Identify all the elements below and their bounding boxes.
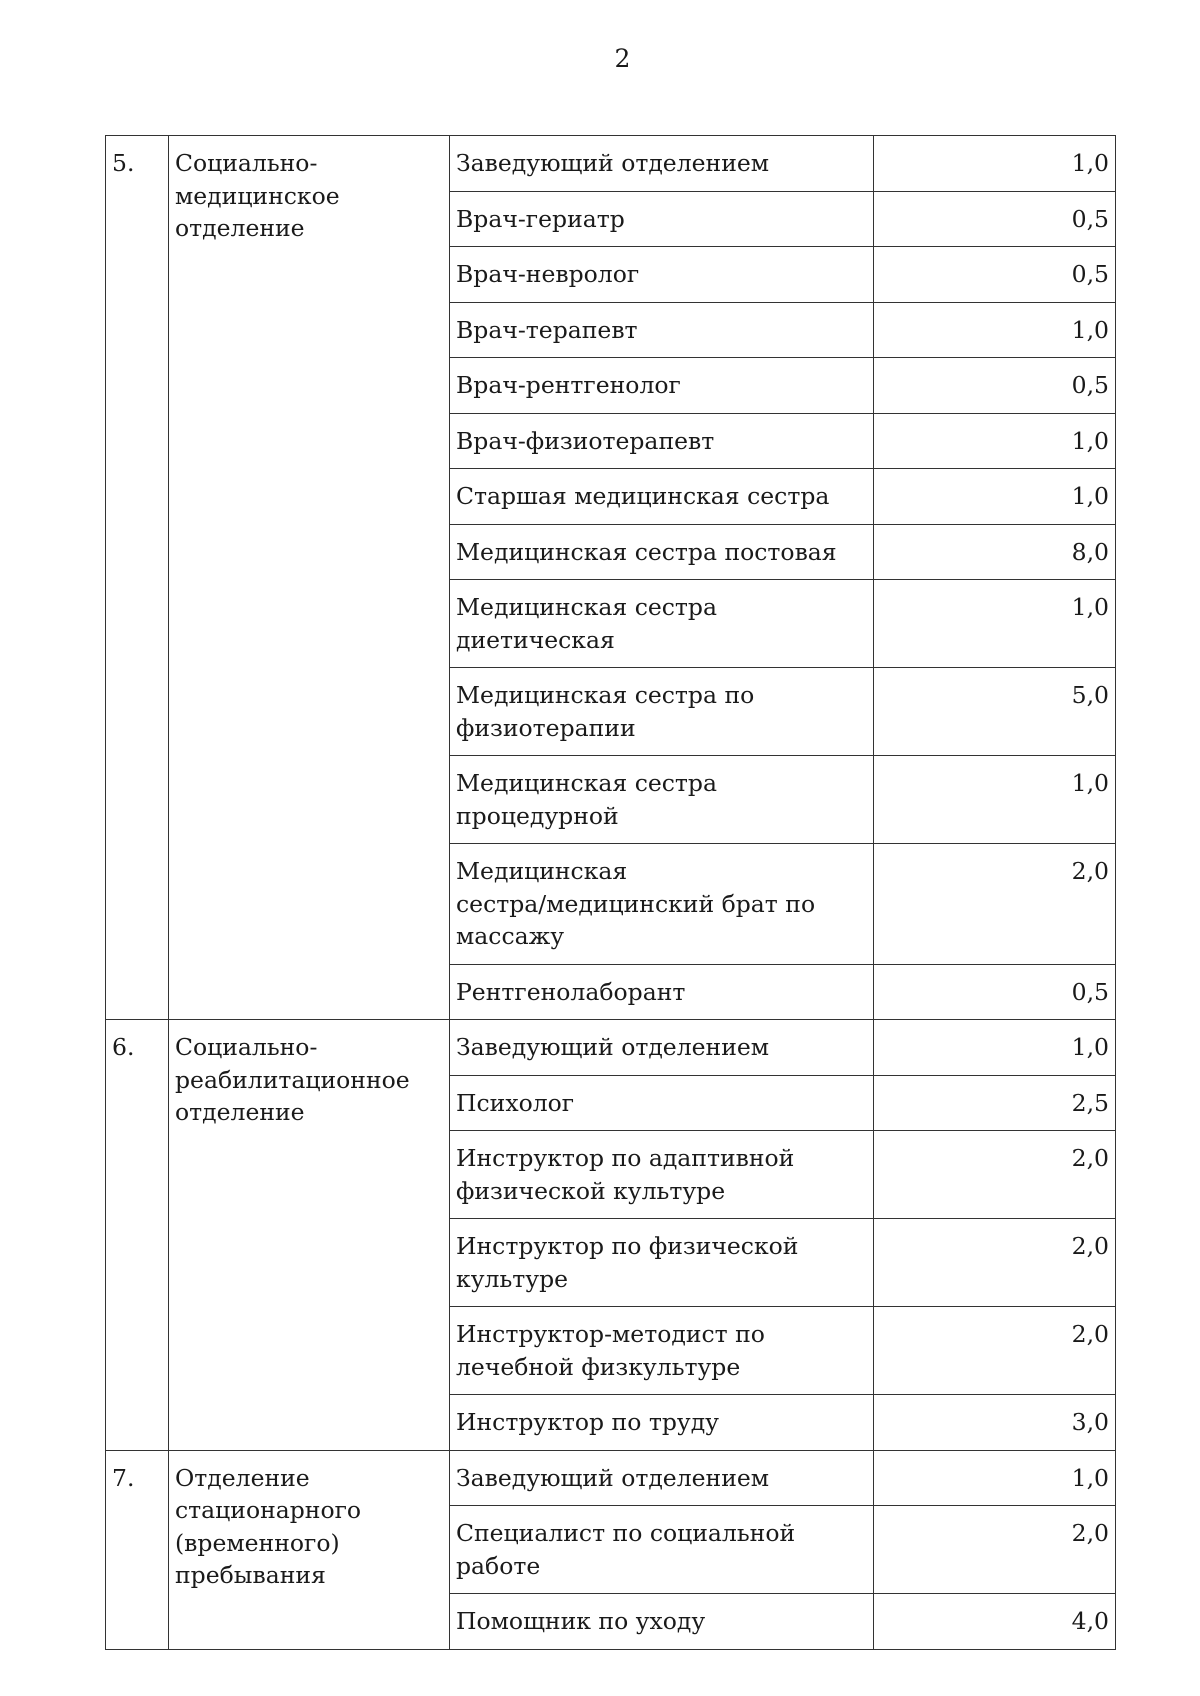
position-title: Психолог (450, 1075, 874, 1131)
staff-count: 0,5 (874, 191, 1116, 247)
position-title: Старшая медицинская сестра (450, 469, 874, 525)
staff-count: 4,0 (874, 1594, 1116, 1650)
staff-count: 0,5 (874, 247, 1116, 303)
table-row (106, 1020, 1116, 1076)
position-title: Заведующий отделением (450, 1450, 874, 1506)
position-title: Врач-рентгенолог (450, 358, 874, 414)
staff-count: 2,5 (874, 1075, 1116, 1131)
department-name: Отделение стационарного (временного) пребывания (169, 1450, 450, 1649)
section-number: 7. (106, 1450, 169, 1649)
staff-count: 1,0 (874, 1020, 1116, 1076)
staff-count: 1,0 (874, 756, 1116, 844)
position-title: Заведующий отделением (450, 136, 874, 192)
staff-count: 1,0 (874, 580, 1116, 668)
page-number: 2 (614, 44, 631, 73)
position-title: Специалист по социальной работе (450, 1506, 874, 1594)
position-title: Инструктор по физической культуре (450, 1219, 874, 1307)
staffing-table-body (106, 136, 1116, 1650)
position-title: Медицинская сестра/медицинский брат по массажу (450, 844, 874, 965)
position-title: Медицинская сестра постовая (450, 524, 874, 580)
section-number: 5. (106, 136, 169, 1020)
position-title: Врач-невролог (450, 247, 874, 303)
staff-count: 5,0 (874, 668, 1116, 756)
staff-count: 2,0 (874, 1307, 1116, 1395)
position-title: Рентгенолаборант (450, 964, 874, 1020)
position-title: Заведующий отделением (450, 1020, 874, 1076)
position-title: Инструктор по труду (450, 1395, 874, 1451)
staff-count: 0,5 (874, 358, 1116, 414)
department-name: Социально- реабилитационное отделение (169, 1020, 450, 1451)
position-title: Инструктор по адаптивной физической культуре (450, 1131, 874, 1219)
position-title: Инструктор-методист по лечебной физкультуре (450, 1307, 874, 1395)
position-title: Врач-гериатр (450, 191, 874, 247)
position-title: Медицинская сестра диетическая (450, 580, 874, 668)
staff-count: 1,0 (874, 302, 1116, 358)
staff-count: 0,5 (874, 964, 1116, 1020)
position-title: Медицинская сестра по физиотерапии (450, 668, 874, 756)
table-row (106, 1450, 1116, 1506)
staff-count: 2,0 (874, 1219, 1116, 1307)
position-title: Врач-физиотерапевт (450, 413, 874, 469)
staff-count: 1,0 (874, 136, 1116, 192)
position-title: Помощник по уходу (450, 1594, 874, 1650)
staffing-table (105, 135, 1116, 1650)
staff-count: 8,0 (874, 524, 1116, 580)
staff-count: 3,0 (874, 1395, 1116, 1451)
position-title: Медицинская сестра процедурной (450, 756, 874, 844)
staff-count: 2,0 (874, 1131, 1116, 1219)
staff-count: 2,0 (874, 1506, 1116, 1594)
position-title: Врач-терапевт (450, 302, 874, 358)
staff-count: 2,0 (874, 844, 1116, 965)
staff-count: 1,0 (874, 413, 1116, 469)
table-row (106, 136, 1116, 192)
section-number: 6. (106, 1020, 169, 1451)
staff-count: 1,0 (874, 469, 1116, 525)
department-name: Социально- медицинское отделение (169, 136, 450, 1020)
staff-count: 1,0 (874, 1450, 1116, 1506)
